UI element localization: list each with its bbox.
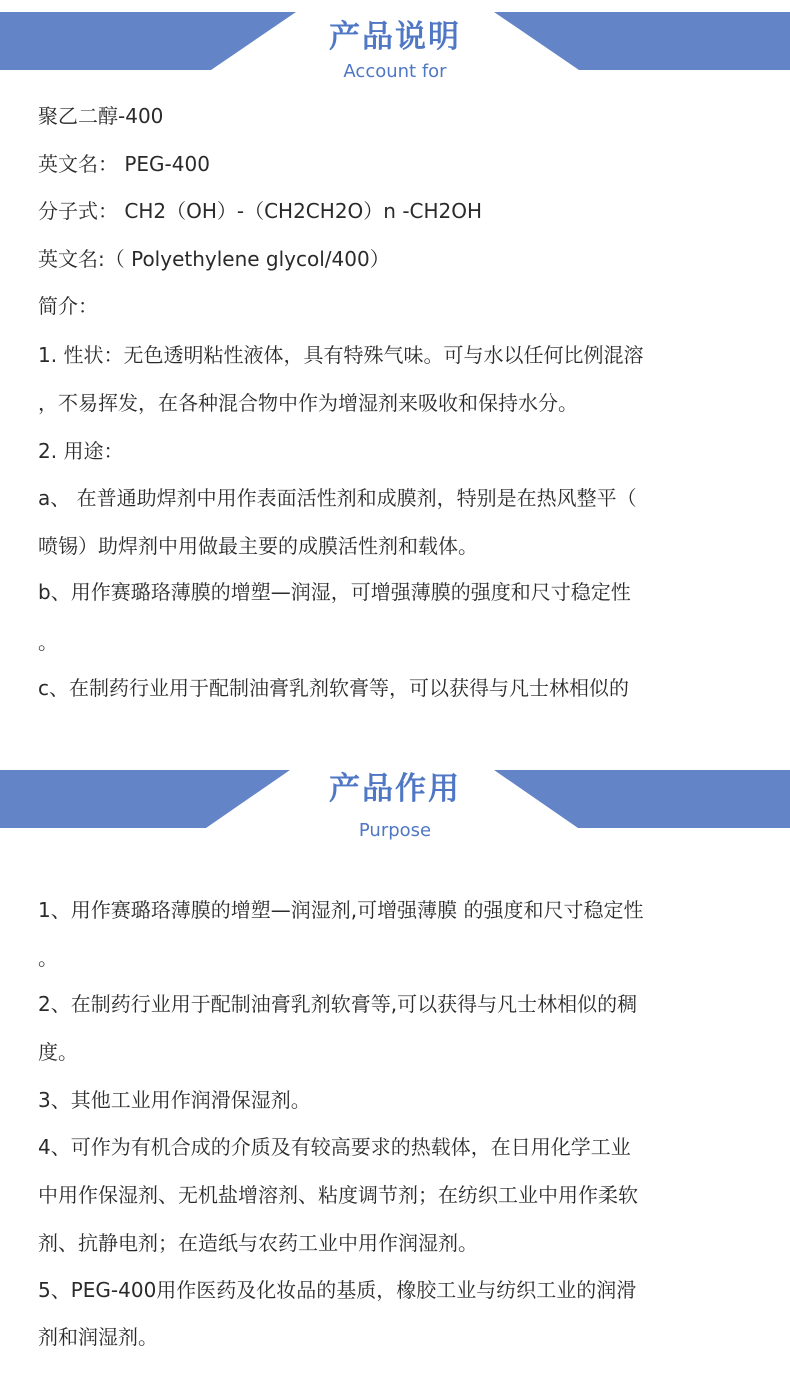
text-line: 2、在制药行业用于配制油膏乳剂软膏等,可以获得与凡士林相似的稠	[38, 992, 638, 1016]
description-section-subtitle: Account for	[343, 61, 447, 82]
text-line: 。	[38, 630, 58, 654]
text-line: a、 在普通助焊剂中用作表面活性剂和成膜剂，特别是在热风整平（	[38, 486, 637, 510]
purpose-section-header	[0, 770, 790, 860]
purpose-section-subtitle: Purpose	[358, 820, 432, 841]
description-section-header	[0, 10, 790, 100]
text-line: 。	[38, 946, 58, 970]
text-line: 分子式： CH2（OH）-（CH2CH2O）n -CH2OH	[38, 199, 483, 223]
text-line: 简介：	[38, 294, 98, 318]
text-line: 5、PEG-400用作医药及化妆品的基质，橡胶工业与纺织工业的润滑	[38, 1278, 637, 1302]
text-line: 聚乙二醇-400	[38, 104, 164, 128]
text-line: b、用作赛璐珞薄膜的增塑—润湿，可增强薄膜的强度和尺寸稳定性	[38, 580, 631, 604]
description-section-title: 产品说明	[329, 19, 461, 55]
text-line: c、在制药行业用于配制油膏乳剂软膏等，可以获得与凡士林相似的	[38, 676, 629, 700]
text-line: 英文名： PEG-400	[38, 152, 210, 176]
text-line: 英文名:（ Polyethylene glycol/400）	[38, 247, 390, 271]
purpose-section-title: 产品作用	[329, 771, 461, 807]
text-line: 1. 性状：无色透明粘性液体，具有特殊气味。可与水以任何比例混溶	[38, 343, 644, 367]
text-line: 4、可作为有机合成的介质及有较高要求的热载体，在日用化学工业	[38, 1135, 631, 1159]
text-line: ，不易挥发，在各种混合物中作为增湿剂来吸收和保持水分。	[38, 391, 578, 415]
text-line: 3、其他工业用作润滑保湿剂。	[38, 1088, 311, 1112]
text-line: 1、用作赛璐珞薄膜的增塑—润湿剂,可增强薄膜 的强度和尺寸稳定性	[38, 898, 644, 922]
text-line: 中用作保湿剂、无机盐增溶剂、粘度调节剂；在纺织工业中用作柔软	[38, 1183, 638, 1207]
text-line: 2. 用途：	[38, 439, 124, 463]
text-line: 剂和润湿剂。	[38, 1325, 158, 1349]
text-line: 度。	[38, 1040, 78, 1064]
text-line: 剂、抗静电剂；在造纸与农药工业中用作润湿剂。	[38, 1231, 478, 1255]
text-line: 喷锡）助焊剂中用做最主要的成膜活性剂和载体。	[38, 534, 478, 558]
